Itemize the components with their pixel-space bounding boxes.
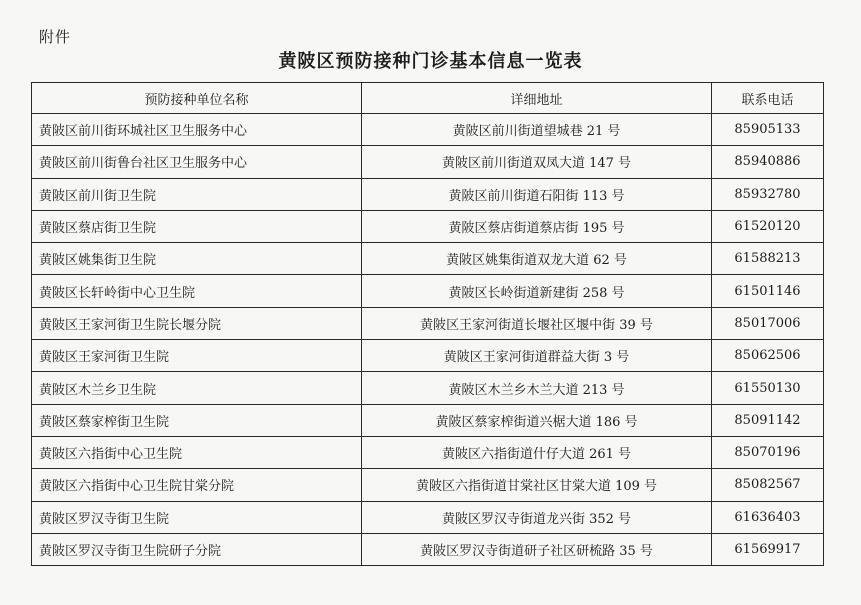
phone-cell: 61550130 — [712, 372, 824, 404]
address-cell: 黄陂区前川街道石阳街 113 号 — [362, 178, 712, 210]
unit-name-cell: 黄陂区六指街中心卫生院 — [32, 436, 362, 468]
phone-cell: 61588213 — [712, 243, 824, 275]
phone-cell: 85082567 — [712, 469, 824, 501]
unit-name-cell: 黄陂区前川街鲁台社区卫生服务中心 — [32, 146, 362, 178]
table-row — [32, 275, 824, 307]
header-address: 详细地址 — [362, 83, 712, 114]
phone-cell: 61520120 — [712, 210, 824, 242]
table-row — [32, 372, 824, 404]
address-cell: 黄陂区前川街道望城巷 21 号 — [362, 114, 712, 146]
table-row — [32, 436, 824, 468]
address-cell: 黄陂区长岭街道新建街 258 号 — [362, 275, 712, 307]
unit-name-cell: 黄陂区王家河街卫生院 — [32, 340, 362, 372]
table-row — [32, 340, 824, 372]
unit-name-cell: 黄陂区王家河街卫生院长堰分院 — [32, 307, 362, 339]
address-cell: 黄陂区王家河街道群益大街 3 号 — [362, 340, 712, 372]
table-row — [32, 146, 824, 178]
address-cell: 黄陂区木兰乡木兰大道 213 号 — [362, 372, 712, 404]
address-cell: 黄陂区六指街道什仔大道 261 号 — [362, 436, 712, 468]
unit-name-cell: 黄陂区蔡店街卫生院 — [32, 210, 362, 242]
unit-name-cell: 黄陂区罗汉寺街卫生院 — [32, 501, 362, 533]
phone-cell: 85062506 — [712, 340, 824, 372]
address-cell: 黄陂区姚集街道双龙大道 62 号 — [362, 243, 712, 275]
unit-name-cell: 黄陂区前川街环城社区卫生服务中心 — [32, 114, 362, 146]
address-cell: 黄陂区前川街道双凤大道 147 号 — [362, 146, 712, 178]
header-phone: 联系电话 — [712, 83, 824, 114]
table-row — [32, 404, 824, 436]
table-row — [32, 114, 824, 146]
phone-cell: 85091142 — [712, 404, 824, 436]
address-cell: 黄陂区罗汉寺街道研子社区研梳路 35 号 — [362, 533, 712, 565]
address-cell: 黄陂区王家河街道长堰社区堰中街 39 号 — [362, 307, 712, 339]
phone-cell: 85017006 — [712, 307, 824, 339]
table-row — [32, 469, 824, 501]
table-row — [32, 210, 824, 242]
document-title: 黄陂区预防接种门诊基本信息一览表 — [278, 51, 583, 72]
phone-cell: 85932780 — [712, 178, 824, 210]
clinic-info-table — [31, 82, 824, 566]
table-row — [32, 307, 824, 339]
table-row — [32, 243, 824, 275]
unit-name-cell: 黄陂区蔡家榨街卫生院 — [32, 404, 362, 436]
table-row — [32, 533, 824, 565]
header-unit-name: 预防接种单位名称 — [32, 83, 362, 114]
unit-name-cell: 黄陂区姚集街卫生院 — [32, 243, 362, 275]
address-cell: 黄陂区罗汉寺街道龙兴街 352 号 — [362, 501, 712, 533]
table-row — [32, 178, 824, 210]
unit-name-cell: 黄陂区六指街中心卫生院甘棠分院 — [32, 469, 362, 501]
unit-name-cell: 黄陂区长轩岭街中心卫生院 — [32, 275, 362, 307]
address-cell: 黄陂区六指街道甘棠社区甘棠大道 109 号 — [362, 469, 712, 501]
table-row — [32, 501, 824, 533]
address-cell: 黄陂区蔡店街道蔡店街 195 号 — [362, 210, 712, 242]
table-header-row — [32, 83, 824, 114]
address-cell: 黄陂区蔡家榨街道兴椐大道 186 号 — [362, 404, 712, 436]
phone-cell: 85940886 — [712, 146, 824, 178]
unit-name-cell: 黄陂区木兰乡卫生院 — [32, 372, 362, 404]
phone-cell: 61501146 — [712, 275, 824, 307]
attachment-label: 附件 — [39, 28, 72, 46]
unit-name-cell: 黄陂区前川街卫生院 — [32, 178, 362, 210]
phone-cell: 61569917 — [712, 533, 824, 565]
phone-cell: 85070196 — [712, 436, 824, 468]
unit-name-cell: 黄陂区罗汉寺街卫生院研子分院 — [32, 533, 362, 565]
phone-cell: 85905133 — [712, 114, 824, 146]
phone-cell: 61636403 — [712, 501, 824, 533]
